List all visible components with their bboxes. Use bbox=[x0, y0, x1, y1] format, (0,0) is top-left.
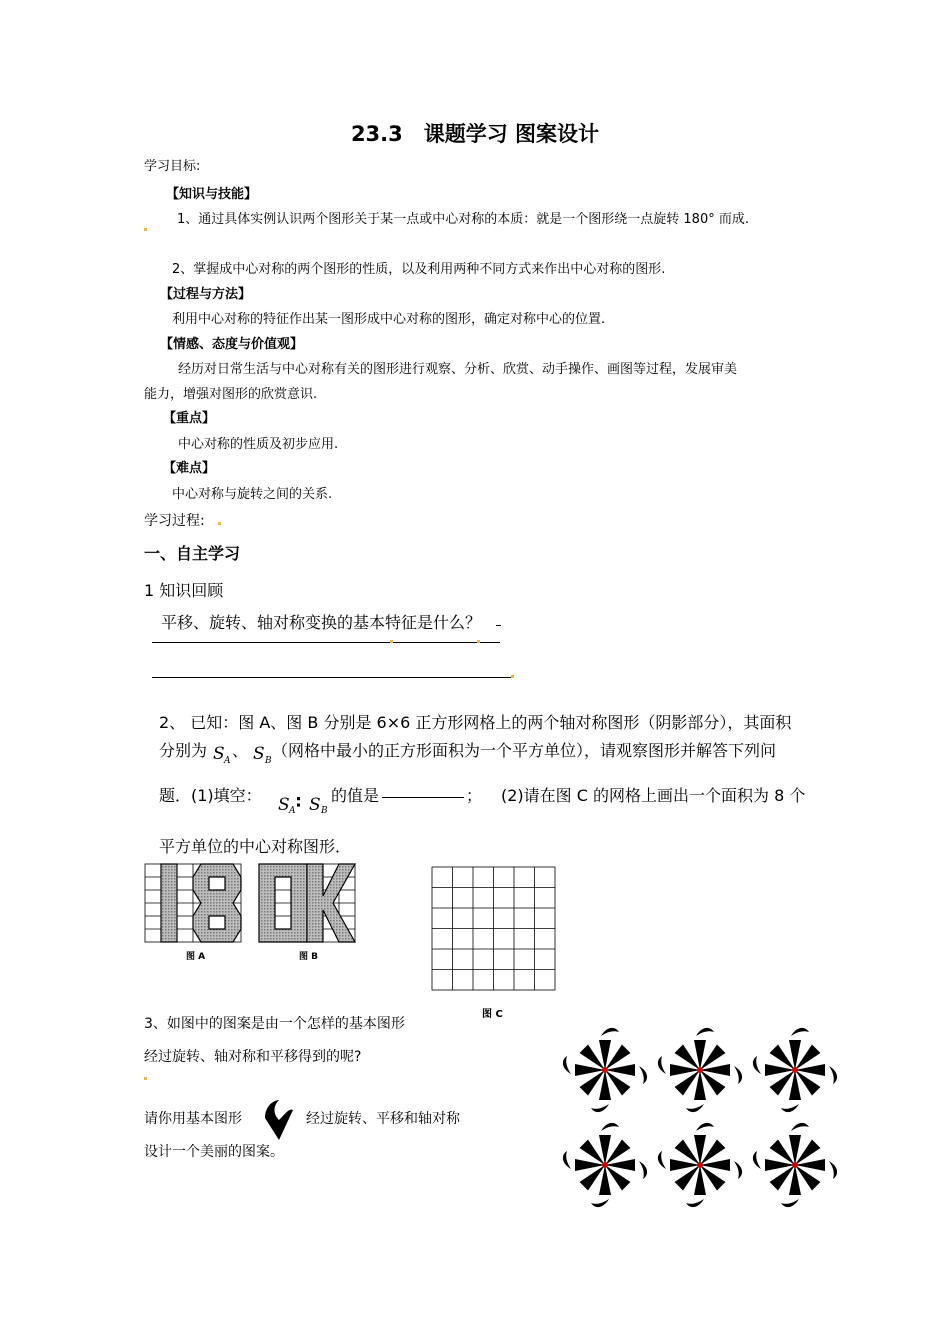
page-title: 23.3 课题学习 图案设计 bbox=[350, 122, 600, 146]
emotion-line-1: 经历对日常生活与中心对称有关的图形进行观察、分析、欣赏、动手操作、画图等过程，发展审美 bbox=[178, 362, 738, 377]
figure-a-caption: 图 A bbox=[186, 952, 206, 962]
emotion-heading: 【情感、态度与价值观】 bbox=[160, 337, 304, 352]
shape-1 bbox=[161, 864, 177, 942]
q3-line-4: 设计一个美丽的图案。 bbox=[144, 1144, 284, 1160]
answer-line bbox=[152, 677, 513, 678]
q3-line-2: 经过旋转、轴对称和平移得到的呢? bbox=[144, 1049, 362, 1065]
knowledge-heading: 【知识与技能】 bbox=[166, 187, 258, 202]
process-heading: 【过程与方法】 bbox=[160, 287, 252, 302]
sb-symbol-ratio: S bbox=[309, 795, 321, 815]
sb-symbol: S bbox=[253, 744, 265, 764]
flower-motif bbox=[753, 1123, 837, 1207]
basic-shape-icon bbox=[263, 1098, 295, 1142]
flower-motif bbox=[563, 1028, 647, 1112]
marker bbox=[511, 675, 514, 678]
section-heading: 一、自主学习 bbox=[144, 544, 241, 563]
marker bbox=[477, 640, 480, 643]
emotion-line-2: 能力，增强对图形的欣赏意识. bbox=[144, 387, 318, 402]
sa-symbol: S bbox=[213, 744, 225, 764]
q2-line-3b: 的值是 bbox=[331, 786, 380, 805]
sa-subscript-ratio: A bbox=[289, 806, 296, 816]
marker bbox=[390, 640, 393, 643]
figure-c-caption: 图 C bbox=[482, 1009, 503, 1020]
q2-line-1: 2、 已知：图 A、图 B 分别是 6×6 正方形网格上的两个轴对称图形（阴影部分），其面积 bbox=[159, 713, 792, 732]
q2-line-3a: 题．(1)填空： bbox=[159, 786, 262, 805]
q3-line-3b: 经过旋转、平移和轴对称 bbox=[306, 1111, 460, 1127]
figure-b-caption: 图 B bbox=[299, 952, 318, 962]
difficulty-text: 中心对称与旋转之间的关系. bbox=[172, 487, 333, 502]
flower-motif bbox=[563, 1123, 647, 1207]
figure-a-grid bbox=[145, 864, 241, 942]
answer-line bbox=[496, 625, 501, 626]
fill-blank bbox=[382, 797, 464, 798]
marker bbox=[144, 1077, 147, 1080]
ratio-colon: ∶ bbox=[296, 793, 301, 813]
process-label: 学习过程: bbox=[144, 513, 205, 529]
q3-line-3a: 请你用基本图形 bbox=[144, 1111, 242, 1127]
figures-ab bbox=[144, 863, 359, 945]
q3-line-1: 3、如图中的图案是由一个怎样的基本图形 bbox=[144, 1016, 405, 1032]
process-text: 利用中心对称的特征作出某一图形成中心对称的图形，确定对称中心的位置. bbox=[172, 312, 606, 327]
knowledge-item-2: 2、掌握成中心对称的两个图形的性质，以及利用两种不同方式来作出中心对称的图形. bbox=[172, 262, 666, 277]
key-heading: 【重点】 bbox=[163, 411, 216, 426]
difficulty-heading: 【难点】 bbox=[163, 461, 216, 476]
objectives-label: 学习目标: bbox=[144, 159, 201, 174]
sb-subscript-ratio: B bbox=[321, 806, 328, 816]
flower-motif bbox=[658, 1028, 742, 1112]
pattern-figure bbox=[560, 1020, 845, 1215]
sa-subscript: A bbox=[224, 756, 231, 766]
q2-line-3c: ； bbox=[466, 786, 483, 805]
key-text: 中心对称的性质及初步应用. bbox=[178, 437, 339, 452]
sa-symbol-ratio: S bbox=[278, 795, 290, 815]
q2-line-4: 平方单位的中心对称图形． bbox=[159, 837, 352, 856]
q1-text: 平移、旋转、轴对称变换的基本特征是什么？ bbox=[161, 613, 482, 632]
marker bbox=[218, 522, 221, 525]
figure-c-grid[interactable] bbox=[431, 866, 557, 992]
flower-motif bbox=[753, 1028, 837, 1112]
marker bbox=[144, 228, 147, 231]
answer-line bbox=[152, 642, 500, 643]
sb-subscript: B bbox=[265, 756, 272, 766]
q2-line-3d: (2)请在图 C 的网格上画出一个面积为 8 个 bbox=[501, 786, 806, 805]
knowledge-item-1: 1、通过具体实例认识两个图形关于某一点或中心对称的本质：就是一个图形绕一点旋转 180° 而成. bbox=[177, 212, 749, 227]
separator: 、 bbox=[232, 741, 249, 760]
q1-label: 1 知识回顾 bbox=[144, 581, 224, 600]
q2-line-2a: 分别为 bbox=[159, 741, 208, 760]
flower-motif bbox=[658, 1123, 742, 1207]
q2-line-2b: （网格中最小的正方形面积为一个平方单位），请观察图形并解答下列问 bbox=[272, 741, 777, 760]
figure-b-grid bbox=[259, 864, 355, 942]
